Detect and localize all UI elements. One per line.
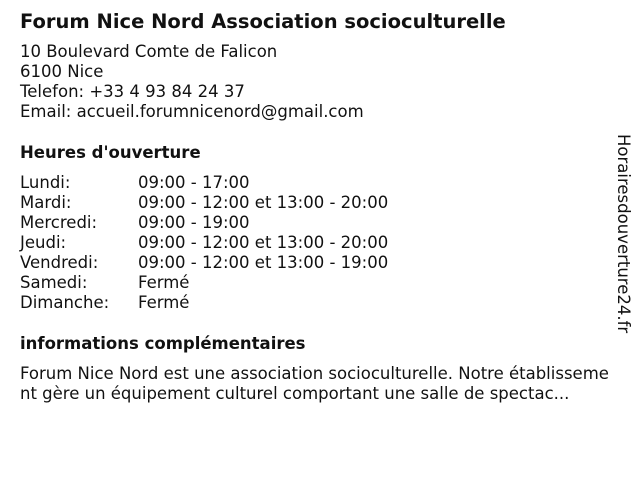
day-label: Jeudi: bbox=[20, 233, 67, 252]
day-label: Samedi: bbox=[20, 273, 88, 292]
day-hours: Fermé bbox=[138, 293, 190, 312]
day-hours: Fermé bbox=[138, 273, 190, 292]
city-line: 6100 Nice bbox=[20, 62, 104, 81]
day-label: Vendredi: bbox=[20, 253, 99, 272]
opening-hours-table bbox=[20, 173, 610, 313]
page-title: Forum Nice Nord Association socioculturelle bbox=[20, 10, 506, 33]
day-hours: 09:00 - 12:00 et 13:00 - 20:00 bbox=[138, 233, 389, 252]
info-heading: informations complémentaires bbox=[20, 334, 306, 353]
day-label: Mardi: bbox=[20, 193, 72, 212]
phone-line: Telefon: +33 4 93 84 24 37 bbox=[20, 82, 245, 101]
hours-heading: Heures d'ouverture bbox=[20, 143, 201, 162]
hours-row-samedi bbox=[20, 273, 610, 293]
email-line: Email: accueil.forumnicenord@gmail.com bbox=[20, 102, 364, 121]
day-hours: 09:00 - 19:00 bbox=[138, 213, 250, 232]
hours-row-jeudi bbox=[20, 233, 610, 253]
watermark-text: Horairesdouverture24.fr bbox=[614, 134, 633, 334]
hours-row-mercredi bbox=[20, 213, 610, 233]
day-hours: 09:00 - 17:00 bbox=[138, 173, 250, 192]
business-card bbox=[20, 10, 610, 404]
day-label: Mercredi: bbox=[20, 213, 98, 232]
watermark bbox=[613, 134, 633, 346]
street-address: 10 Boulevard Comte de Falicon bbox=[20, 42, 278, 61]
info-description: Forum Nice Nord est une association socioculturelle. Notre établissement gère un équipement culturel comportant une salle de spectac... bbox=[20, 364, 609, 403]
day-hours: 09:00 - 12:00 et 13:00 - 19:00 bbox=[138, 253, 389, 272]
hours-row-mardi bbox=[20, 193, 610, 213]
hours-row-vendredi bbox=[20, 253, 610, 273]
day-label: Lundi: bbox=[20, 173, 71, 192]
address-block bbox=[20, 42, 610, 122]
hours-row-lundi bbox=[20, 173, 610, 193]
hours-row-dimanche bbox=[20, 293, 610, 313]
day-hours: 09:00 - 12:00 et 13:00 - 20:00 bbox=[138, 193, 389, 212]
day-label: Dimanche: bbox=[20, 293, 110, 312]
